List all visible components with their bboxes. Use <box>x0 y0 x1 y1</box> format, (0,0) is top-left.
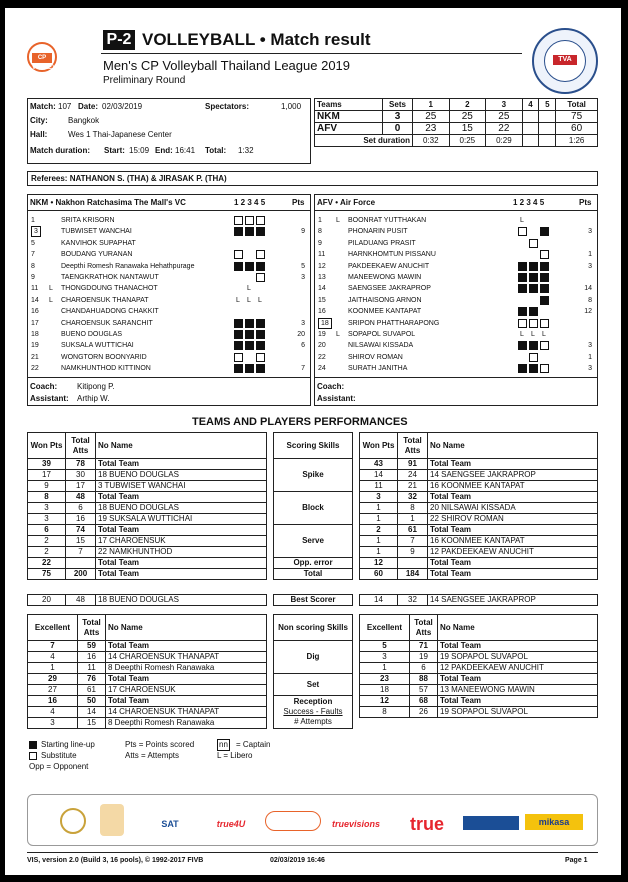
player-number: 18 <box>31 331 39 338</box>
player-row <box>314 238 598 249</box>
libero-set-mark: L <box>520 217 524 224</box>
player-name: TUBWISET WANCHAI <box>61 228 132 236</box>
player-number: 18 <box>318 318 332 329</box>
substitute-square-icon <box>234 353 243 362</box>
libero-flag: L <box>336 331 340 338</box>
substitute-square-icon <box>256 353 265 362</box>
player-row <box>314 226 598 237</box>
player-number: 17 <box>31 319 39 327</box>
starter-square-icon <box>256 262 265 271</box>
player-number: 8 <box>318 228 322 236</box>
starter-square-icon <box>518 364 527 373</box>
substitute-icon <box>29 752 37 760</box>
performance-row: 12 68 Total Team <box>360 696 598 707</box>
player-name: CHAROENSUK THANAPAT <box>61 296 149 304</box>
starter-square-icon <box>234 319 243 328</box>
starting-lineup-icon <box>29 741 37 749</box>
performance-row: 16 50 Total Team <box>28 696 267 707</box>
player-name: BUENO DOUGLAS <box>61 331 123 338</box>
player-row <box>27 226 311 237</box>
performance-row: 1 11 8 Deepthi Romesh Ranawaka <box>28 663 267 674</box>
end-time: 16:41 <box>175 146 196 155</box>
starter-square-icon <box>234 262 243 271</box>
player-row <box>27 261 311 272</box>
player-row <box>314 215 598 226</box>
player-name: PAKDEEKAEW ANUCHIT <box>348 262 430 270</box>
libero-flag: L <box>49 296 53 304</box>
performance-row: 39 78 Total Team <box>28 459 267 470</box>
player-name: SAENGSEE JAKRAPROP <box>348 285 431 293</box>
player-name: CHANDAHUADONG CHAKKIT <box>61 308 159 316</box>
libero-flag: L <box>49 285 53 293</box>
player-name: BOONRAT YUTTHAKAN <box>348 217 427 224</box>
starter-square-icon <box>518 262 527 271</box>
performance-row: 2 15 17 CHAROENSUK <box>28 536 267 547</box>
starter-square-icon <box>540 227 549 236</box>
performance-row: 60 184 Total Team <box>360 569 598 580</box>
player-number: 13 <box>318 274 326 281</box>
player-points: 8 <box>588 296 592 304</box>
ministry-logo-icon <box>100 804 124 836</box>
substitute-square-icon <box>540 364 549 373</box>
player-name: KANVIHOK SUPAPHAT <box>61 239 136 247</box>
player-points: 12 <box>584 308 592 316</box>
substitute-square-icon <box>245 216 254 225</box>
starter-square-icon <box>529 262 538 271</box>
team-a-best-scorer: 20 48 18 BUENO DOUGLAS <box>27 594 267 606</box>
player-row <box>27 272 311 283</box>
truevisions-logo: truevisions <box>331 819 380 829</box>
starter-square-icon <box>540 273 549 282</box>
team-a-coach: Kitipong P. <box>77 382 115 391</box>
player-points: 14 <box>584 285 592 293</box>
team-b-nonscoring-table: Excellent Total Atts No Name 5 71 Total Team 3 19 19 SOPAPOL SUVAPOL 1 6 12 PAKDEEKAEW ANUCHIT 23 88 Total Team 18 57 13 MANEEWONG MAWIN 12 68 Total Team 8 26 19 SOPAPOL SUVAPOL <box>359 614 598 718</box>
substitute-square-icon <box>518 227 527 236</box>
player-name: SUKSALA WUTTICHAI <box>61 342 134 350</box>
performance-row: 75 200 Total Team <box>28 569 267 580</box>
substitute-square-icon <box>256 250 265 259</box>
starter-square-icon <box>256 319 265 328</box>
player-name: Deepthi Romesh Ranawaka Hehathpurage <box>61 262 195 270</box>
performance-row: 12 Total Team <box>360 558 598 569</box>
player-number: 16 <box>31 308 39 316</box>
starter-square-icon <box>245 262 254 271</box>
starter-square-icon <box>540 296 549 305</box>
player-name: SRITA KRISORN <box>61 217 115 224</box>
sat-logo: SAT <box>161 819 179 829</box>
performance-row: 3 16 19 SUKSALA WUTTICHAI <box>28 514 267 525</box>
player-name: JAITHAISONG ARNON <box>348 296 422 304</box>
total-time: 1:32 <box>238 146 254 155</box>
player-number: 8 <box>31 262 35 270</box>
player-number: 22 <box>31 365 39 373</box>
player-number: 19 <box>318 331 326 338</box>
performance-row: 1 6 12 PAKDEEKAEW ANUCHIT <box>360 663 598 674</box>
substitute-square-icon <box>234 216 243 225</box>
player-row <box>314 295 598 306</box>
player-points: 3 <box>588 228 592 236</box>
player-row <box>27 249 311 260</box>
captain-box-icon: nn <box>219 740 228 749</box>
player-row <box>27 215 311 226</box>
substitute-square-icon <box>529 319 538 328</box>
player-name: THONGDOUNG THANACHOT <box>61 285 158 293</box>
team-a-assistant: Arthip W. <box>77 394 110 403</box>
performance-row: 3 32 Total Team <box>360 492 598 503</box>
performance-row: 6 74 Total Team <box>28 525 267 536</box>
substitute-square-icon <box>234 250 243 259</box>
player-row <box>314 283 598 294</box>
best-scorer-label: Best Scorer <box>273 594 353 606</box>
player-row <box>314 272 598 283</box>
player-number: 24 <box>318 365 326 373</box>
player-row <box>314 363 598 374</box>
player-name: SHIROV ROMAN <box>348 353 403 361</box>
player-name: NAMKHUNTHOD KITTINON <box>61 365 151 373</box>
performance-row: 8 48 Total Team <box>28 492 267 503</box>
thai-emblem-icon <box>60 808 86 834</box>
referees: Referees: NATHANON S. (THA) & JIRASAK P. (THA) <box>31 174 227 183</box>
footer-version: VIS, version 2.0 (Build 3, 16 pools), © 1992-2017 FIVB <box>27 857 204 864</box>
performance-row: 22 Total Team <box>28 558 267 569</box>
performance-row: 3 19 19 SOPAPOL SUVAPOL <box>360 652 598 663</box>
player-points: 20 <box>297 331 305 338</box>
player-row <box>314 352 598 363</box>
performance-row: 5 71 Total Team <box>360 641 598 652</box>
starter-square-icon <box>540 284 549 293</box>
true-logo: true <box>409 814 444 834</box>
performance-row: 23 88 Total Team <box>360 674 598 685</box>
starter-square-icon <box>256 341 265 350</box>
starter-square-icon <box>234 341 243 350</box>
round-name: Preliminary Round <box>103 75 186 86</box>
player-row <box>27 329 311 340</box>
starter-square-icon <box>234 227 243 236</box>
match-number: 107 <box>58 102 72 111</box>
team-a-roster <box>27 215 311 375</box>
performance-row: 43 91 Total Team <box>360 459 598 470</box>
starter-square-icon <box>234 364 243 373</box>
starter-square-icon <box>256 364 265 373</box>
player-number: 16 <box>318 308 326 316</box>
player-points: 7 <box>301 365 305 373</box>
performance-row: 14 24 14 SAENGSEE JAKRAPROP <box>360 470 598 481</box>
player-row <box>27 318 311 329</box>
starter-square-icon <box>245 341 254 350</box>
player-number: 15 <box>318 296 326 304</box>
footer-timestamp: 02/03/2019 16:46 <box>270 857 325 864</box>
libero-set-mark: L <box>247 296 251 304</box>
substitute-square-icon <box>256 216 265 225</box>
performance-row: 1 1 22 SHIROV ROMAN <box>360 514 598 525</box>
set-duration-row: Set duration 0:32 0:25 0:29 1:26 <box>315 135 598 147</box>
city: Bangkok <box>68 116 100 125</box>
player-number: 20 <box>318 342 326 350</box>
starter-square-icon <box>518 341 527 350</box>
starter-square-icon <box>245 364 254 373</box>
player-name: BOUDANG YURANAN <box>61 251 133 259</box>
player-points: 6 <box>301 342 305 350</box>
starter-square-icon <box>234 330 243 339</box>
player-points: 3 <box>301 319 305 327</box>
player-name: TAENGKRATHOK NANTAWUT <box>61 274 159 281</box>
player-row <box>314 306 598 317</box>
starter-square-icon <box>245 319 254 328</box>
player-number: 1 <box>31 217 35 224</box>
starter-square-icon <box>245 227 254 236</box>
performance-row: 2 7 22 NAMKHUNTHOD <box>28 547 267 558</box>
starter-square-icon <box>529 341 538 350</box>
score-sheet: CP VOLLEYBALL P-2 VOLLEYBALL • Match result Men's CP Volleyball Thailand League 2019 Preliminary Round TVA Match: 107 Date: 02/03/2019 Spectators: 1,000 City: Bangkok Hall: Wes 1 Thai-Japanese Center Match duration: Start: 15:09 End: 16:41 Total: 1:32 Teams Sets 1 2 3 4 5 Total NKM 3 25 25 25 75 AFV 0 23 15 22 60 Set duration 0:32 0:25 0:29 1:26 Referees: NATHANON S. (THA) & JIRASAK P. (THA) NKM • Nakhon Ratchasima The Mall's VC 1 2 3 4 5 Pts 1 SRITA KRISORN 3 TUBWISET WANCHAI 9 5 KANVIHOK SUPAPHAT 7 BOUDANG YURANAN 8 Deepthi Romesh Ranawaka Hehathpurage 5 9 TAENGKRATHOK NANTAWUT 3 11 L THONGDOUNG THANACHOT L 14 L CHAROENSUK THANAPAT L L L 16 CHANDAHUADONG CHAKKIT 17 CHAROENSUK SARANCHIT 3 18 BUENO DOUGLAS 20 19 SUKSALA WUTTICHAI 6 21 WONGTORN BOONYARID 22 NAMKHUNTHOD KITTINON 7 Coach: Kitipong P. Assistant: Arthip W. AFV • Air Force 1 2 3 4 5 Pts 1 L BOONRAT YUTTHAKAN L 8 PHONARIN PUSIT 3 9 PILADUANG PRASIT 11 HARNKHOMTUN PISSANU 1 12 PAKDEEKAEW ANUCHIT 3 13 MANEEWONG MAWIN 14 SAENGSEE JAKRAPROP 14 15 JAITHAISONG ARNON 8 16 KOONMEE KANTAPAT 12 18 SRIPON PHATTHARAPONG 19 L SOPAPOL SUVAPOL L L L 20 NILSAWAI KISSADA 3 22 SHIROV ROMAN 1 24 SURATH JANITHA 3 Coach: Assistant: TEAMS AND PLAYERS PERFORMANCES Won Pts Total Atts No Name 39 78 Total Team 17 30 18 BUENO DOUGLAS 9 17 3 TUBWISET WANCHAI 8 48 Total Team 3 6 18 BUENO DOUGLAS 3 16 19 SUKSALA WUTTICHAI 6 74 Total Team 2 15 17 CHAROENSUK 2 7 22 NAMKHUNTHOD 22 Total Team 75 200 Total Team Scoring Skills Spike Block Serve Opp. error Total Won Pts Total Atts No Name 43 91 Total Team 14 24 14 SAENGSEE JAKRAPROP 11 21 16 KOONMEE KANTAPAT 3 32 Total Team 1 8 20 NILSAWAI KISSADA 1 1 22 SHIROV ROMAN 2 61 Total Team 1 7 16 KOONMEE KANTAPAT 1 9 12 PAKDEEKAEW ANUCHIT 12 Total Team 60 184 Total Team 20 48 18 BUENO DOUGLAS Best Scorer 14 32 14 SAENGSEE JAKRAPROP Excellent Total Atts No Name 7 59 Total Team 4 16 14 CHAROENSUK THANAPAT 1 11 8 Deepthi Romesh Ranawaka 29 76 Total Team 27 61 17 CHAROENSUK 16 50 Total Team 4 14 14 CHAROENSUK THANAPAT 3 15 8 Deepthi Romesh Ranawaka Non scoring Skills Dig Set Reception Success - Faults # Attempts Excellent Total Atts No Name 5 71 Total Team 3 19 19 SOPAPOL SUVAPOL 1 6 12 PAKDEEKAEW ANUCHIT 23 88 Total Team 18 57 13 MANEEWONG MAWIN 12 68 Total Team 8 26 19 SOPAPOL SUVAPOL Starting line-up Substitute Opp = Opponent Pts = Points scored Atts = Attempts nn = Captain L = Libero SAT true4U truevisions true mikasa VIS, version 2.0 (Build 3, 16 pools), © 1992-2017 FIVB 02/03/2019 16:46 Page 1 <box>5 8 621 875</box>
document-code: P-2 <box>103 30 135 50</box>
libero-set-mark: L <box>258 296 262 304</box>
player-row <box>27 340 311 351</box>
footer-page: Page 1 <box>565 857 588 864</box>
performance-row: 29 76 Total Team <box>28 674 267 685</box>
team-a-nonscoring-table: Excellent Total Atts No Name 7 59 Total Team 4 16 14 CHAROENSUK THANAPAT 1 11 8 Deepthi Romesh Ranawaka 29 76 Total Team 27 61 17 CHAROENSUK 16 50 Total Team 4 14 14 CHAROENSUK THANAPAT 3 15 8 Deepthi Romesh Ranawaka <box>27 614 267 729</box>
starter-square-icon <box>529 273 538 282</box>
player-number: 11 <box>31 285 39 293</box>
player-row <box>27 295 311 306</box>
match-date: 02/03/2019 <box>102 102 143 111</box>
nonscoring-skills-table: Non scoring Skills Dig Set Reception Success - Faults # Attempts <box>273 614 353 729</box>
performance-row: 9 17 3 TUBWISET WANCHAI <box>28 481 267 492</box>
libero-set-mark: L <box>531 331 535 338</box>
performance-row: 8 26 19 SOPAPOL SUVAPOL <box>360 707 598 718</box>
player-number: 1 <box>318 217 322 224</box>
substitute-square-icon <box>256 273 265 282</box>
substitute-square-icon <box>529 239 538 248</box>
team-b-scoring-table: Won Pts Total Atts No Name 43 91 Total Team 14 24 14 SAENGSEE JAKRAPROP 11 21 16 KOONMEE KANTAPAT 3 32 Total Team 1 8 20 NILSAWAI KISSADA 1 1 22 SHIROV ROMAN 2 61 Total Team 1 7 16 KOONMEE KANTAPAT 1 9 12 PAKDEEKAEW ANUCHIT 12 Total Team 60 184 Total Team <box>359 432 598 580</box>
player-points: 5 <box>301 262 305 270</box>
player-name: PILADUANG PRASIT <box>348 239 416 247</box>
performance-row: 3 6 18 BUENO DOUGLAS <box>28 503 267 514</box>
performance-row: 18 57 13 MANEEWONG MAWIN <box>360 685 598 696</box>
player-row <box>27 306 311 317</box>
performance-row: 4 14 14 CHAROENSUK THANAPAT <box>28 707 267 718</box>
substitute-square-icon <box>540 341 549 350</box>
player-points: 1 <box>588 251 592 259</box>
starter-square-icon <box>256 227 265 236</box>
mikasa-logo: mikasa <box>525 814 583 830</box>
player-number: 19 <box>31 342 39 350</box>
player-number: 14 <box>31 296 39 304</box>
player-name: CHAROENSUK SARANCHIT <box>61 319 153 327</box>
performance-row: 17 30 18 BUENO DOUGLAS <box>28 470 267 481</box>
performance-row: 1 8 20 NILSAWAI KISSADA <box>360 503 598 514</box>
starter-square-icon <box>529 364 538 373</box>
grand-sport-logo <box>463 816 519 830</box>
player-name: SRIPON PHATTHARAPONG <box>348 319 440 327</box>
starter-square-icon <box>540 262 549 271</box>
player-name: MANEEWONG MAWIN <box>348 274 422 281</box>
player-row <box>314 249 598 260</box>
player-number: 14 <box>318 285 326 293</box>
substitute-square-icon <box>518 319 527 328</box>
cp-volleyball-small-logo <box>265 811 321 831</box>
player-row <box>27 352 311 363</box>
spectators: 1,000 <box>281 102 302 111</box>
player-points: 3 <box>588 342 592 350</box>
player-points: 3 <box>588 262 592 270</box>
page-title: VOLLEYBALL • Match result <box>142 30 371 49</box>
starter-square-icon <box>529 307 538 316</box>
performance-row: 27 61 17 CHAROENSUK <box>28 685 267 696</box>
team-b-best-scorer: 14 32 14 SAENGSEE JAKRAPROP <box>359 594 598 606</box>
player-number: 22 <box>318 353 326 361</box>
score-table: Teams Sets 1 2 3 4 5 Total NKM 3 25 25 25 75 AFV 0 23 15 22 60 Set duration 0:32 0:25 0:29 1:26 <box>314 98 598 147</box>
team-a-title: NKM • Nakhon Ratchasima The Mall's VC <box>30 198 186 207</box>
performance-row: 4 16 14 CHAROENSUK THANAPAT <box>28 652 267 663</box>
team-a-score-row: NKM 3 25 25 25 75 <box>315 111 598 123</box>
player-row <box>27 238 311 249</box>
performance-row: 7 59 Total Team <box>28 641 267 652</box>
player-name: SOPAPOL SUVAPOL <box>348 331 416 338</box>
substitute-square-icon <box>529 353 538 362</box>
player-points: 9 <box>301 228 305 236</box>
starter-square-icon <box>518 284 527 293</box>
cp-volleyball-logo: CP VOLLEYBALL <box>27 42 57 72</box>
team-b-title: AFV • Air Force <box>317 198 376 207</box>
performance-row: 1 9 12 PAKDEEKAEW ANUCHIT <box>360 547 598 558</box>
substitute-square-icon <box>540 250 549 259</box>
player-number: 9 <box>318 239 322 247</box>
performance-row: 11 21 16 KOONMEE KANTAPAT <box>360 481 598 492</box>
performances-title: TEAMS AND PLAYERS PERFORMANCES <box>192 416 408 428</box>
player-row <box>314 329 598 340</box>
libero-set-mark: L <box>542 331 546 338</box>
libero-set-mark: L <box>247 285 251 293</box>
libero-flag: L <box>336 217 340 224</box>
performance-row: 2 61 Total Team <box>360 525 598 536</box>
player-number: 3 <box>31 226 41 237</box>
starter-square-icon <box>518 273 527 282</box>
player-number: 21 <box>31 353 39 361</box>
starter-square-icon <box>245 330 254 339</box>
player-number: 12 <box>318 262 326 270</box>
player-row <box>27 283 311 294</box>
team-a-scoring-table: Won Pts Total Atts No Name 39 78 Total Team 17 30 18 BUENO DOUGLAS 9 17 3 TUBWISET WANCHAI 8 48 Total Team 3 6 18 BUENO DOUGLAS 3 16 19 SUKSALA WUTTICHAI 6 74 Total Team 2 15 17 CHAROENSUK 2 7 22 NAMKHUNTHOD 22 Total Team 75 200 Total Team <box>27 432 267 580</box>
starter-square-icon <box>518 307 527 316</box>
title-rule <box>101 53 522 54</box>
hall: Wes 1 Thai-Japanese Center <box>68 130 172 139</box>
true4u-logo: true4U <box>216 819 246 829</box>
league-name: Men's CP Volleyball Thailand League 2019 <box>103 58 351 73</box>
player-name: WONGTORN BOONYARID <box>61 353 147 361</box>
starter-square-icon <box>256 330 265 339</box>
player-points: 3 <box>301 274 305 281</box>
team-b-roster <box>314 215 598 375</box>
player-row <box>314 318 598 329</box>
libero-set-mark: L <box>520 331 524 338</box>
performance-row: 3 15 8 Deepthi Romesh Ranawaka <box>28 718 267 729</box>
start-time: 15:09 <box>129 146 150 155</box>
player-name: SURATH JANITHA <box>348 365 408 373</box>
player-row <box>314 261 598 272</box>
starter-square-icon <box>529 284 538 293</box>
association-emblem: TVA <box>532 28 598 94</box>
player-row <box>314 340 598 351</box>
player-name: NILSAWAI KISSADA <box>348 342 414 350</box>
team-b-score-row: AFV 0 23 15 22 60 <box>315 123 598 135</box>
player-number: 7 <box>31 251 35 259</box>
scoring-skills-table: Scoring Skills Spike Block Serve Opp. error Total <box>273 432 353 580</box>
player-name: HARNKHOMTUN PISSANU <box>348 251 436 259</box>
substitute-square-icon <box>540 319 549 328</box>
player-number: 11 <box>318 251 326 259</box>
player-points: 3 <box>588 365 592 373</box>
player-number: 5 <box>31 239 35 247</box>
performance-row: 1 7 16 KOONMEE KANTAPAT <box>360 536 598 547</box>
player-number: 9 <box>31 274 35 281</box>
player-row <box>27 363 311 374</box>
player-name: KOONMEE KANTAPAT <box>348 308 422 316</box>
player-points: 1 <box>588 353 592 361</box>
player-name: PHONARIN PUSIT <box>348 228 408 236</box>
libero-set-mark: L <box>236 296 240 304</box>
